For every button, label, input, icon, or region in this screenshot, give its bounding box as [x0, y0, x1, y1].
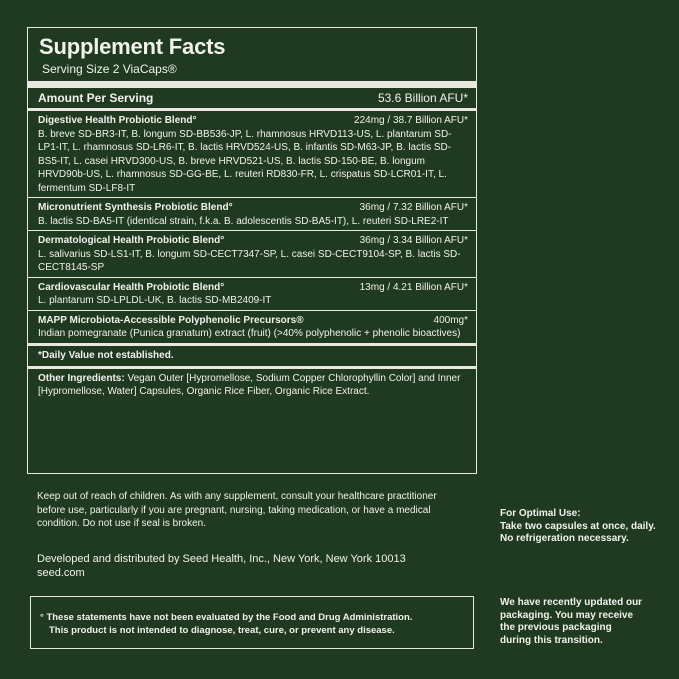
blend-micronutrient — [36, 198, 468, 230]
optimal-use-heading: For Optimal Use: — [500, 508, 581, 519]
blend-cardiovascular — [36, 278, 468, 310]
blend-strains: L. salivarius SD-LS1-IT, B. longum SD-CECT7347-SP, L. casei SD-CECT9104-SP, B. lactis SD-CECT8145-SP — [38, 248, 461, 273]
panel-title: Supplement Facts — [39, 34, 226, 59]
blend-mapp — [36, 311, 468, 343]
developer-info — [37, 552, 477, 580]
packaging-note — [500, 597, 665, 647]
daily-value-note: *Daily Value not established. — [38, 349, 174, 361]
amount-label: Amount Per Serving — [38, 91, 154, 105]
blend-qty: 224mg / 38.7 Billion AFU* — [354, 115, 468, 126]
amount-value: 53.6 Billion AFU* — [377, 91, 468, 105]
fda-disclaimer-box — [30, 596, 474, 649]
divider-thick — [28, 81, 476, 88]
packaging-line: during this transition. — [500, 634, 603, 646]
blend-name: MAPP Microbiota-Accessible Polyphenolic Precursors® — [38, 314, 304, 326]
disclaimer-line: ° These statements have not been evaluated by the Food and Drug Administration. — [40, 612, 413, 623]
optimal-use — [500, 508, 670, 546]
packaging-line: packaging. You may receive — [500, 609, 634, 621]
developer-line: Developed and distributed by Seed Health, Inc., New York, New York 10013 — [37, 553, 406, 565]
other-ingredients — [36, 369, 468, 403]
blend-name: Micronutrient Synthesis Probiotic Blend° — [38, 202, 233, 213]
packaging-line: We have recently updated our — [500, 597, 643, 608]
other-ingredients-label: Other Ingredients: — [38, 372, 125, 384]
disclaimer-line: This product is not intended to diagnose, treat, cure, or prevent any disease. — [49, 625, 395, 636]
amount-per-serving-row — [36, 88, 468, 108]
other-ingredients-text: Vegan Outer [Hypromellose, Sodium Copper Chlorophyllin Color] and Inner [Hypromellose, Water] Capsules, Organic Rice Fiber, Organic Rice Extract. — [38, 372, 461, 397]
supplement-facts-panel — [27, 27, 477, 474]
blend-strains: L. plantarum SD-LPLDL-UK, B. lactis SD-MB2409-IT — [38, 295, 272, 306]
optimal-use-line: Take two capsules at once, daily. — [500, 520, 656, 532]
blend-digestive — [36, 111, 468, 197]
warning-text: Keep out of reach of children. As with any supplement, consult your healthcare practitioner before use, particularly if you are pregnant, nursing, taking medication, or have a medical condition. Do not use if seal is broken. — [37, 491, 437, 529]
blend-qty: 36mg / 3.34 Billion AFU* — [359, 235, 468, 246]
blend-name: Digestive Health Probiotic Blend° — [38, 115, 197, 126]
blend-strains: B. lactis SD-BA5-IT (identical strain, f.k.a. B. adolescentis SD-BA5-IT), L. reuteri SD-LRE2-IT — [38, 215, 449, 227]
blend-name: Dermatological Health Probiotic Blend° — [38, 235, 225, 246]
blend-qty: 36mg / 7.32 Billion AFU* — [359, 202, 468, 213]
blend-strains: Indian pomegranate (Punica granatum) extract (fruit) (>40% polyphenolic + phenolic bioactives) — [38, 328, 461, 339]
website-text: seed.com — [37, 567, 85, 579]
blend-qty: 13mg / 4.21 Billion AFU* — [359, 281, 468, 293]
blend-name: Cardiovascular Health Probiotic Blend° — [38, 281, 225, 293]
serving-size: Serving Size 2 ViaCaps® — [42, 62, 177, 76]
blend-strains: B. breve SD-BR3-IT, B. longum SD-BB536-JP, L. rhamnosus HRVD113-US, L. plantarum SD-LP1-IT, L. rhamnosus SD-LR6-IT, B. lactis HRVD524-US, B. infantis SD-M63-JP, B. lactis SD-BS5-IT, L. casei HRVD300-US, B. breve HRVD521-US, B. lactis SD-150-BE, B. longum HRVD90b-US, L. rhamnosus SD-GG-BE, L. reuteri RD830-FR, L. crispatus SD-LCR01-IT, L. fermentum SD-LF8-IT — [38, 128, 452, 194]
packaging-line: the previous packaging — [500, 622, 612, 633]
blend-dermatological — [36, 231, 468, 277]
blend-qty: 400mg* — [433, 314, 468, 326]
optimal-use-line: No refrigeration necessary. — [500, 533, 629, 544]
